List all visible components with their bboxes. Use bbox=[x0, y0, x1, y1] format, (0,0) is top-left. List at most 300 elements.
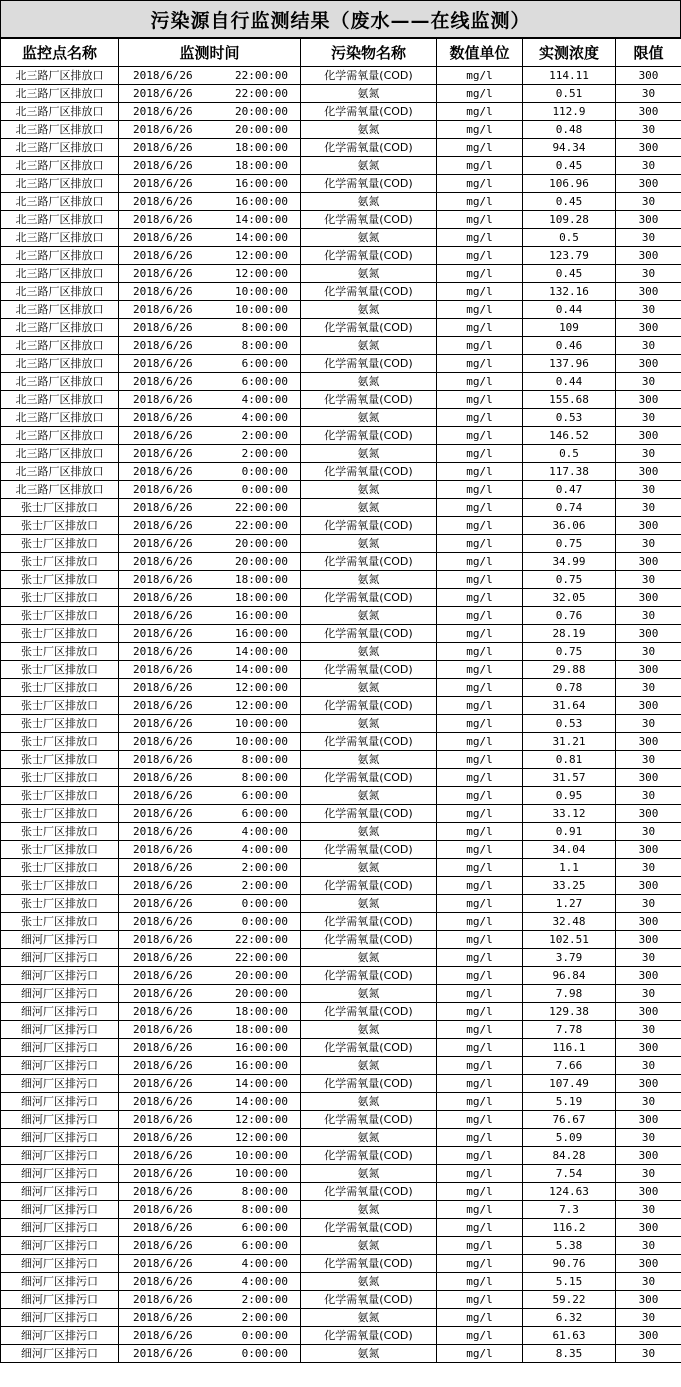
cell-time bbox=[119, 247, 301, 265]
cell-unit: mg/l bbox=[437, 931, 523, 949]
cell-unit: mg/l bbox=[437, 373, 523, 391]
cell-site: 北三路厂区排放口 bbox=[1, 85, 119, 103]
table-row bbox=[1, 265, 681, 283]
cell-date: 2018/6/26 bbox=[133, 645, 193, 658]
table-row bbox=[1, 571, 681, 589]
table-row bbox=[1, 985, 681, 1003]
cell-clock: 2:00:00 bbox=[241, 447, 288, 460]
cell-unit: mg/l bbox=[437, 733, 523, 751]
cell-concentration: 29.88 bbox=[523, 661, 616, 679]
cell-date: 2018/6/26 bbox=[133, 879, 193, 892]
cell-site: 张士厂区排放口 bbox=[1, 571, 119, 589]
cell-date: 2018/6/26 bbox=[133, 483, 193, 496]
cell-limit: 30 bbox=[616, 1021, 681, 1039]
cell-limit: 300 bbox=[616, 1183, 681, 1201]
cell-clock: 14:00:00 bbox=[235, 1077, 288, 1090]
cell-date: 2018/6/26 bbox=[133, 1293, 193, 1306]
cell-time bbox=[119, 535, 301, 553]
cell-limit: 30 bbox=[616, 1237, 681, 1255]
cell-time bbox=[119, 229, 301, 247]
cell-clock: 22:00:00 bbox=[235, 87, 288, 100]
cell-pollutant: 氨氮 bbox=[301, 1129, 437, 1147]
col-header-time: 监测时间 bbox=[119, 39, 301, 67]
cell-clock: 6:00:00 bbox=[241, 1239, 288, 1252]
cell-limit: 30 bbox=[616, 1057, 681, 1075]
cell-limit: 30 bbox=[616, 859, 681, 877]
cell-clock: 12:00:00 bbox=[235, 681, 288, 694]
cell-unit: mg/l bbox=[437, 823, 523, 841]
table-row bbox=[1, 373, 681, 391]
table-row bbox=[1, 859, 681, 877]
cell-clock: 22:00:00 bbox=[235, 951, 288, 964]
cell-site: 细河厂区排污口 bbox=[1, 1345, 119, 1363]
cell-time bbox=[119, 373, 301, 391]
cell-time bbox=[119, 337, 301, 355]
cell-clock: 20:00:00 bbox=[235, 105, 288, 118]
cell-date: 2018/6/26 bbox=[133, 1275, 193, 1288]
cell-time bbox=[119, 193, 301, 211]
cell-pollutant: 氨氮 bbox=[301, 337, 437, 355]
cell-time bbox=[119, 1129, 301, 1147]
cell-limit: 30 bbox=[616, 445, 681, 463]
cell-concentration: 7.78 bbox=[523, 1021, 616, 1039]
cell-date: 2018/6/26 bbox=[133, 1257, 193, 1270]
cell-date: 2018/6/26 bbox=[133, 1059, 193, 1072]
cell-pollutant: 化学需氧量(COD) bbox=[301, 463, 437, 481]
cell-time bbox=[119, 913, 301, 931]
cell-date: 2018/6/26 bbox=[133, 465, 193, 478]
cell-concentration: 107.49 bbox=[523, 1075, 616, 1093]
cell-time bbox=[119, 985, 301, 1003]
cell-pollutant: 化学需氧量(COD) bbox=[301, 1075, 437, 1093]
cell-concentration: 32.48 bbox=[523, 913, 616, 931]
cell-clock: 18:00:00 bbox=[235, 591, 288, 604]
cell-concentration: 96.84 bbox=[523, 967, 616, 985]
cell-clock: 8:00:00 bbox=[241, 753, 288, 766]
cell-limit: 300 bbox=[616, 517, 681, 535]
cell-site: 细河厂区排污口 bbox=[1, 1309, 119, 1327]
cell-site: 张士厂区排放口 bbox=[1, 697, 119, 715]
cell-clock: 18:00:00 bbox=[235, 1005, 288, 1018]
cell-concentration: 0.91 bbox=[523, 823, 616, 841]
cell-concentration: 0.76 bbox=[523, 607, 616, 625]
cell-pollutant: 氨氮 bbox=[301, 679, 437, 697]
cell-time bbox=[119, 1273, 301, 1291]
cell-limit: 300 bbox=[616, 769, 681, 787]
cell-time bbox=[119, 1021, 301, 1039]
cell-unit: mg/l bbox=[437, 427, 523, 445]
cell-date: 2018/6/26 bbox=[133, 1221, 193, 1234]
cell-date: 2018/6/26 bbox=[133, 1113, 193, 1126]
table-row bbox=[1, 139, 681, 157]
cell-clock: 4:00:00 bbox=[241, 1275, 288, 1288]
cell-unit: mg/l bbox=[437, 1129, 523, 1147]
cell-site: 细河厂区排污口 bbox=[1, 1201, 119, 1219]
table-row bbox=[1, 733, 681, 751]
cell-site: 张士厂区排放口 bbox=[1, 769, 119, 787]
cell-pollutant: 氨氮 bbox=[301, 301, 437, 319]
cell-unit: mg/l bbox=[437, 337, 523, 355]
cell-concentration: 59.22 bbox=[523, 1291, 616, 1309]
cell-date: 2018/6/26 bbox=[133, 69, 193, 82]
cell-limit: 30 bbox=[616, 751, 681, 769]
table-row bbox=[1, 103, 681, 121]
cell-time bbox=[119, 643, 301, 661]
table-row bbox=[1, 769, 681, 787]
table-row bbox=[1, 949, 681, 967]
cell-pollutant: 化学需氧量(COD) bbox=[301, 661, 437, 679]
cell-pollutant: 氨氮 bbox=[301, 157, 437, 175]
cell-site: 北三路厂区排放口 bbox=[1, 445, 119, 463]
cell-site: 细河厂区排污口 bbox=[1, 1273, 119, 1291]
cell-concentration: 106.96 bbox=[523, 175, 616, 193]
cell-unit: mg/l bbox=[437, 1039, 523, 1057]
cell-time bbox=[119, 1291, 301, 1309]
table-row bbox=[1, 1237, 681, 1255]
cell-pollutant: 氨氮 bbox=[301, 823, 437, 841]
cell-concentration: 155.68 bbox=[523, 391, 616, 409]
table-row bbox=[1, 1147, 681, 1165]
cell-time bbox=[119, 319, 301, 337]
table-row bbox=[1, 121, 681, 139]
cell-concentration: 102.51 bbox=[523, 931, 616, 949]
cell-limit: 300 bbox=[616, 1255, 681, 1273]
cell-unit: mg/l bbox=[437, 751, 523, 769]
cell-unit: mg/l bbox=[437, 625, 523, 643]
cell-limit: 300 bbox=[616, 67, 681, 85]
cell-unit: mg/l bbox=[437, 355, 523, 373]
cell-time bbox=[119, 1003, 301, 1021]
cell-time bbox=[119, 931, 301, 949]
cell-unit: mg/l bbox=[437, 319, 523, 337]
cell-unit: mg/l bbox=[437, 1075, 523, 1093]
cell-pollutant: 氨氮 bbox=[301, 751, 437, 769]
cell-date: 2018/6/26 bbox=[133, 789, 193, 802]
cell-date: 2018/6/26 bbox=[133, 573, 193, 586]
cell-time bbox=[119, 679, 301, 697]
cell-unit: mg/l bbox=[437, 1165, 523, 1183]
cell-date: 2018/6/26 bbox=[133, 951, 193, 964]
cell-time bbox=[119, 499, 301, 517]
cell-limit: 30 bbox=[616, 1345, 681, 1363]
cell-limit: 30 bbox=[616, 895, 681, 913]
table-row bbox=[1, 535, 681, 553]
cell-clock: 22:00:00 bbox=[235, 69, 288, 82]
cell-concentration: 0.45 bbox=[523, 193, 616, 211]
cell-concentration: 0.75 bbox=[523, 571, 616, 589]
table-row bbox=[1, 1093, 681, 1111]
cell-time bbox=[119, 1255, 301, 1273]
cell-clock: 8:00:00 bbox=[241, 321, 288, 334]
cell-limit: 30 bbox=[616, 715, 681, 733]
cell-pollutant: 氨氮 bbox=[301, 1309, 437, 1327]
table-row bbox=[1, 751, 681, 769]
cell-pollutant: 氨氮 bbox=[301, 229, 437, 247]
cell-date: 2018/6/26 bbox=[133, 285, 193, 298]
table-row bbox=[1, 625, 681, 643]
table-row bbox=[1, 1021, 681, 1039]
cell-limit: 300 bbox=[616, 1003, 681, 1021]
cell-limit: 300 bbox=[616, 589, 681, 607]
table-row bbox=[1, 967, 681, 985]
cell-pollutant: 氨氮 bbox=[301, 1273, 437, 1291]
cell-pollutant: 氨氮 bbox=[301, 373, 437, 391]
cell-clock: 8:00:00 bbox=[241, 1185, 288, 1198]
cell-unit: mg/l bbox=[437, 247, 523, 265]
table-row bbox=[1, 391, 681, 409]
cell-time bbox=[119, 661, 301, 679]
cell-limit: 300 bbox=[616, 427, 681, 445]
cell-pollutant: 氨氮 bbox=[301, 1345, 437, 1363]
cell-clock: 18:00:00 bbox=[235, 141, 288, 154]
cell-concentration: 129.38 bbox=[523, 1003, 616, 1021]
cell-clock: 14:00:00 bbox=[235, 663, 288, 676]
cell-pollutant: 化学需氧量(COD) bbox=[301, 1183, 437, 1201]
table-row bbox=[1, 283, 681, 301]
cell-pollutant: 氨氮 bbox=[301, 193, 437, 211]
cell-unit: mg/l bbox=[437, 391, 523, 409]
table-row bbox=[1, 607, 681, 625]
table-row bbox=[1, 1165, 681, 1183]
cell-pollutant: 氨氮 bbox=[301, 265, 437, 283]
cell-pollutant: 化学需氧量(COD) bbox=[301, 625, 437, 643]
table-row bbox=[1, 697, 681, 715]
cell-clock: 4:00:00 bbox=[241, 843, 288, 856]
cell-time bbox=[119, 1309, 301, 1327]
cell-clock: 14:00:00 bbox=[235, 213, 288, 226]
cell-unit: mg/l bbox=[437, 787, 523, 805]
cell-site: 细河厂区排污口 bbox=[1, 1165, 119, 1183]
cell-clock: 16:00:00 bbox=[235, 1059, 288, 1072]
cell-limit: 300 bbox=[616, 283, 681, 301]
cell-time bbox=[119, 1093, 301, 1111]
cell-clock: 0:00:00 bbox=[241, 1329, 288, 1342]
table-row bbox=[1, 1111, 681, 1129]
cell-concentration: 0.45 bbox=[523, 265, 616, 283]
cell-date: 2018/6/26 bbox=[133, 609, 193, 622]
cell-unit: mg/l bbox=[437, 859, 523, 877]
cell-pollutant: 化学需氧量(COD) bbox=[301, 175, 437, 193]
cell-unit: mg/l bbox=[437, 481, 523, 499]
cell-pollutant: 化学需氧量(COD) bbox=[301, 1327, 437, 1345]
table-row bbox=[1, 931, 681, 949]
cell-unit: mg/l bbox=[437, 913, 523, 931]
cell-site: 细河厂区排污口 bbox=[1, 1219, 119, 1237]
cell-date: 2018/6/26 bbox=[133, 663, 193, 676]
cell-clock: 18:00:00 bbox=[235, 573, 288, 586]
cell-time bbox=[119, 211, 301, 229]
cell-site: 细河厂区排污口 bbox=[1, 1003, 119, 1021]
cell-concentration: 132.16 bbox=[523, 283, 616, 301]
cell-unit: mg/l bbox=[437, 499, 523, 517]
cell-pollutant: 化学需氧量(COD) bbox=[301, 697, 437, 715]
cell-concentration: 36.06 bbox=[523, 517, 616, 535]
cell-clock: 16:00:00 bbox=[235, 627, 288, 640]
table-row bbox=[1, 1345, 681, 1363]
cell-limit: 30 bbox=[616, 301, 681, 319]
cell-site: 北三路厂区排放口 bbox=[1, 121, 119, 139]
cell-concentration: 0.5 bbox=[523, 445, 616, 463]
table-row bbox=[1, 211, 681, 229]
cell-unit: mg/l bbox=[437, 697, 523, 715]
cell-date: 2018/6/26 bbox=[133, 1131, 193, 1144]
cell-clock: 22:00:00 bbox=[235, 933, 288, 946]
cell-clock: 20:00:00 bbox=[235, 969, 288, 982]
cell-date: 2018/6/26 bbox=[133, 1185, 193, 1198]
cell-clock: 0:00:00 bbox=[241, 897, 288, 910]
cell-limit: 30 bbox=[616, 679, 681, 697]
table-row bbox=[1, 823, 681, 841]
cell-date: 2018/6/26 bbox=[133, 1149, 193, 1162]
cell-time bbox=[119, 301, 301, 319]
cell-concentration: 8.35 bbox=[523, 1345, 616, 1363]
table-row bbox=[1, 1075, 681, 1093]
cell-clock: 10:00:00 bbox=[235, 1149, 288, 1162]
cell-clock: 12:00:00 bbox=[235, 699, 288, 712]
cell-concentration: 5.15 bbox=[523, 1273, 616, 1291]
cell-unit: mg/l bbox=[437, 157, 523, 175]
cell-concentration: 33.12 bbox=[523, 805, 616, 823]
cell-date: 2018/6/26 bbox=[133, 105, 193, 118]
table-row bbox=[1, 1129, 681, 1147]
cell-date: 2018/6/26 bbox=[133, 1095, 193, 1108]
cell-site: 张士厂区排放口 bbox=[1, 553, 119, 571]
cell-pollutant: 氨氮 bbox=[301, 787, 437, 805]
cell-date: 2018/6/26 bbox=[133, 807, 193, 820]
col-header-site: 监控点名称 bbox=[1, 39, 119, 67]
cell-limit: 300 bbox=[616, 463, 681, 481]
cell-unit: mg/l bbox=[437, 1201, 523, 1219]
cell-unit: mg/l bbox=[437, 1309, 523, 1327]
cell-pollutant: 化学需氧量(COD) bbox=[301, 391, 437, 409]
cell-date: 2018/6/26 bbox=[133, 429, 193, 442]
table-row bbox=[1, 157, 681, 175]
cell-date: 2018/6/26 bbox=[133, 627, 193, 640]
table-row bbox=[1, 805, 681, 823]
cell-clock: 8:00:00 bbox=[241, 771, 288, 784]
cell-pollutant: 化学需氧量(COD) bbox=[301, 247, 437, 265]
cell-clock: 6:00:00 bbox=[241, 789, 288, 802]
cell-time bbox=[119, 283, 301, 301]
cell-concentration: 7.3 bbox=[523, 1201, 616, 1219]
cell-limit: 300 bbox=[616, 247, 681, 265]
cell-concentration: 5.09 bbox=[523, 1129, 616, 1147]
cell-unit: mg/l bbox=[437, 877, 523, 895]
cell-time bbox=[119, 589, 301, 607]
cell-limit: 300 bbox=[616, 1327, 681, 1345]
cell-date: 2018/6/26 bbox=[133, 591, 193, 604]
cell-concentration: 114.11 bbox=[523, 67, 616, 85]
cell-clock: 2:00:00 bbox=[241, 1311, 288, 1324]
cell-limit: 30 bbox=[616, 337, 681, 355]
cell-time bbox=[119, 787, 301, 805]
cell-site: 细河厂区排污口 bbox=[1, 949, 119, 967]
cell-date: 2018/6/26 bbox=[133, 1167, 193, 1180]
cell-concentration: 0.47 bbox=[523, 481, 616, 499]
cell-site: 北三路厂区排放口 bbox=[1, 229, 119, 247]
cell-concentration: 5.19 bbox=[523, 1093, 616, 1111]
cell-time bbox=[119, 571, 301, 589]
cell-time bbox=[119, 949, 301, 967]
cell-clock: 22:00:00 bbox=[235, 519, 288, 532]
table-row bbox=[1, 319, 681, 337]
cell-date: 2018/6/26 bbox=[133, 537, 193, 550]
cell-concentration: 31.64 bbox=[523, 697, 616, 715]
cell-concentration: 6.32 bbox=[523, 1309, 616, 1327]
cell-time bbox=[119, 427, 301, 445]
cell-date: 2018/6/26 bbox=[133, 1077, 193, 1090]
cell-limit: 30 bbox=[616, 823, 681, 841]
cell-time bbox=[119, 1075, 301, 1093]
cell-date: 2018/6/26 bbox=[133, 87, 193, 100]
cell-date: 2018/6/26 bbox=[133, 213, 193, 226]
cell-date: 2018/6/26 bbox=[133, 1203, 193, 1216]
cell-unit: mg/l bbox=[437, 841, 523, 859]
monitoring-table bbox=[0, 38, 681, 1363]
cell-site: 北三路厂区排放口 bbox=[1, 355, 119, 373]
cell-site: 北三路厂区排放口 bbox=[1, 409, 119, 427]
cell-pollutant: 氨氮 bbox=[301, 445, 437, 463]
cell-time bbox=[119, 751, 301, 769]
cell-pollutant: 氨氮 bbox=[301, 895, 437, 913]
cell-site: 细河厂区排污口 bbox=[1, 931, 119, 949]
cell-pollutant: 化学需氧量(COD) bbox=[301, 805, 437, 823]
cell-site: 北三路厂区排放口 bbox=[1, 481, 119, 499]
cell-clock: 10:00:00 bbox=[235, 717, 288, 730]
cell-clock: 10:00:00 bbox=[235, 285, 288, 298]
cell-site: 细河厂区排污口 bbox=[1, 1057, 119, 1075]
cell-time bbox=[119, 463, 301, 481]
cell-clock: 10:00:00 bbox=[235, 1167, 288, 1180]
cell-clock: 8:00:00 bbox=[241, 1203, 288, 1216]
cell-site: 张士厂区排放口 bbox=[1, 913, 119, 931]
cell-clock: 6:00:00 bbox=[241, 1221, 288, 1234]
cell-clock: 4:00:00 bbox=[241, 825, 288, 838]
cell-pollutant: 化学需氧量(COD) bbox=[301, 877, 437, 895]
cell-date: 2018/6/26 bbox=[133, 177, 193, 190]
cell-site: 张士厂区排放口 bbox=[1, 859, 119, 877]
cell-pollutant: 氨氮 bbox=[301, 715, 437, 733]
cell-pollutant: 化学需氧量(COD) bbox=[301, 931, 437, 949]
cell-pollutant: 化学需氧量(COD) bbox=[301, 769, 437, 787]
cell-pollutant: 氨氮 bbox=[301, 571, 437, 589]
cell-time bbox=[119, 1039, 301, 1057]
cell-limit: 30 bbox=[616, 535, 681, 553]
cell-time bbox=[119, 121, 301, 139]
cell-clock: 12:00:00 bbox=[235, 267, 288, 280]
cell-concentration: 84.28 bbox=[523, 1147, 616, 1165]
cell-site: 北三路厂区排放口 bbox=[1, 427, 119, 445]
cell-date: 2018/6/26 bbox=[133, 897, 193, 910]
table-row bbox=[1, 1003, 681, 1021]
cell-time bbox=[119, 967, 301, 985]
cell-limit: 300 bbox=[616, 913, 681, 931]
cell-date: 2018/6/26 bbox=[133, 843, 193, 856]
cell-limit: 300 bbox=[616, 841, 681, 859]
cell-date: 2018/6/26 bbox=[133, 159, 193, 172]
cell-time bbox=[119, 877, 301, 895]
cell-clock: 12:00:00 bbox=[235, 249, 288, 262]
table-row bbox=[1, 355, 681, 373]
cell-site: 张士厂区排放口 bbox=[1, 607, 119, 625]
cell-time bbox=[119, 1165, 301, 1183]
cell-pollutant: 化学需氧量(COD) bbox=[301, 1291, 437, 1309]
cell-site: 北三路厂区排放口 bbox=[1, 193, 119, 211]
table-row bbox=[1, 67, 681, 85]
cell-site: 北三路厂区排放口 bbox=[1, 139, 119, 157]
cell-time bbox=[119, 1147, 301, 1165]
table-row bbox=[1, 1183, 681, 1201]
